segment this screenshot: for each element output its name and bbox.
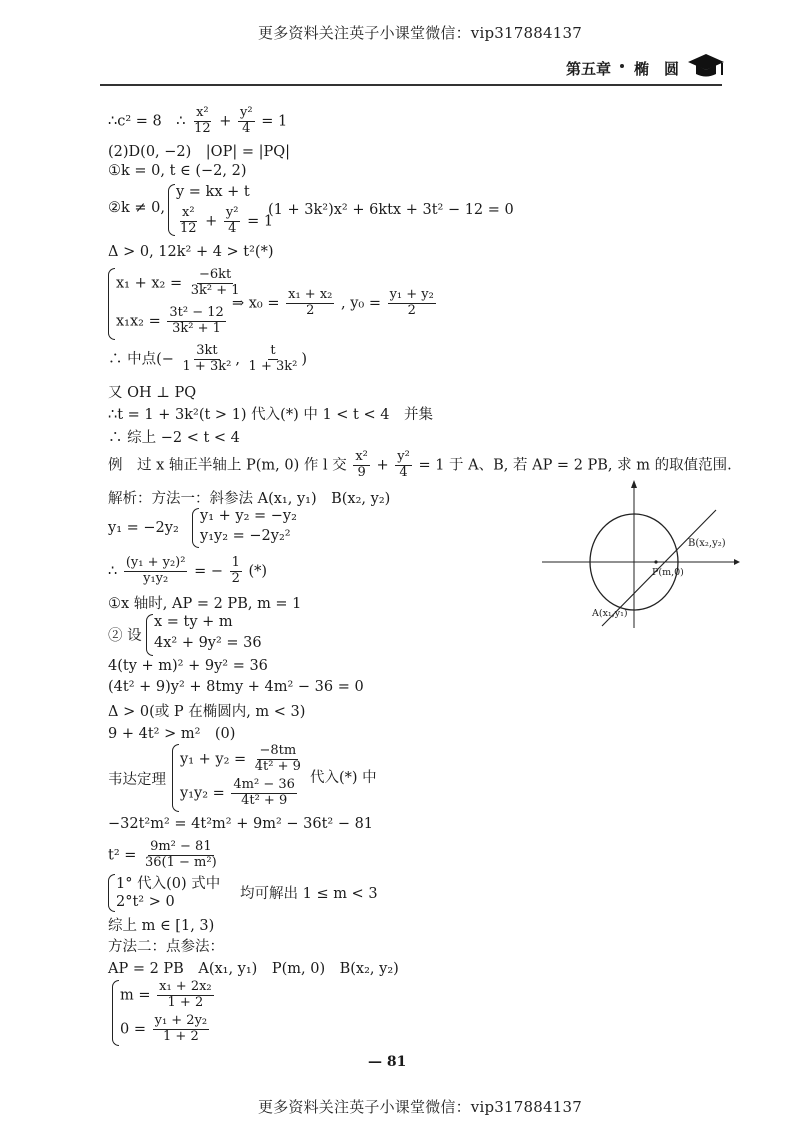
watermark-top: 更多资料关注英子小课堂微信：vip317884137 (258, 24, 582, 42)
system-brace (108, 874, 115, 912)
system-brace (108, 268, 115, 340)
header-rule (100, 84, 722, 86)
solution-line-13-sys1: 1° 代入(0) 式中 (116, 876, 221, 892)
page-number: — 81 (368, 1054, 407, 1070)
line-6-c: ⇒ x₀ = $\frac{\text{x₁ + x₂}}{2}$ , y₀ = $\frac{\text{y₁ + y₂}}{2}$ (232, 287, 434, 318)
solution-line-10-sys1: y₁ + y₂ = $\frac{-8tm}{\text{4t² + 9}}$ (180, 743, 301, 774)
solution-line-10-label: 韦达定理 (108, 772, 166, 788)
solution-line-10-post: 代入(*) 中 (310, 770, 377, 786)
line-4-eq: (1 + 3k²)x² + 6ktx + 3t² − 12 = 0 (268, 202, 514, 218)
line-6-a: x₁ + x₂ = $\frac{-6kt}{\text{3k² + 1}}$ (116, 267, 240, 298)
solution-line-9: 9 + 4t² > m² (0) (108, 726, 236, 742)
example-statement: 例 过 x 轴正半轴上 P(m, 0) 作 l 交 $\frac{\text{x²}}{9}$ + $\frac{\text{y²}}{4}$ = 1 于 A、B, 若 AP = 2 PB, 求 m 的取值范围. (108, 449, 732, 480)
solution-line-4: ①x 轴时, AP = 2 PB, m = 1 (108, 596, 302, 612)
point-p (654, 560, 657, 563)
x-axis-arrow (734, 559, 740, 565)
system-brace (168, 184, 175, 236)
line-4-label: ②k ≠ 0, (108, 200, 165, 216)
label-p: P(m,0) (652, 567, 684, 578)
system-brace (192, 508, 199, 548)
solution-line-10-sys2: y₁y₂ = $\frac{\text{4m² − 36}}{\text{4t² + 9}}$ (180, 777, 295, 808)
label-b: B(x₂,y₂) (688, 538, 726, 549)
watermark-bottom: 更多资料关注英子小课堂微信：vip317884137 (258, 1098, 582, 1116)
line-4-sys1: y = kx + t (176, 184, 250, 200)
system-brace (146, 614, 153, 656)
line-1: ∴c² = 8 ∴ $\frac{\text{x²}}{12}$ + $\frac{\text{y²}}{4}$ = 1 (108, 105, 288, 136)
label-a: A(x₁,y₁) (592, 608, 628, 619)
chapter-label: 第五章 (566, 60, 612, 78)
line-7: ∴ 中点(− $\frac{3kt}{\text{1 + 3k²}}$ , $\frac{t}{\text{1 + 3k²}}$ ) (108, 343, 308, 374)
solution-line-2-sys1: y₁ + y₂ = −y₂ (200, 508, 297, 524)
solution-line-2-sys2: y₁y₂ = −2y₂² (200, 528, 291, 544)
line-5: Δ > 0, 12k² + 4 > t²(*) (108, 244, 274, 260)
chapter-title: 椭 圆 (634, 60, 680, 78)
solution-line-5-sys2: 4x² + 9y² = 36 (154, 635, 262, 651)
solution-line-17-b: 0 = $\frac{\text{y₁ + 2y₂}}{1 + 2}$ (120, 1013, 208, 1044)
solution-line-14: 综上 m ∈ [1, 3) (108, 918, 215, 934)
line-4-sys2: $\frac{\text{x²}}{12}$ + $\frac{\text{y²}}{4}$ = 1 (180, 205, 274, 236)
line-10: ∴ 综上 −2 < t < 4 (108, 430, 240, 446)
solution-line-11: −32t²m² = 4t²m² + 9m² − 36t² − 81 (108, 816, 374, 832)
solution-line-13-sys2: 2°t² > 0 (116, 894, 175, 910)
solution-line-2: y₁ = −2y₂ (108, 520, 179, 536)
line-3: ①k = 0, t ∈ (−2, 2) (108, 163, 247, 179)
ellipse-figure (540, 480, 740, 634)
solution-line-5-sys1: x = ty + m (154, 614, 233, 630)
line-2: (2)D(0, −2) |OP| = |PQ| (108, 144, 290, 160)
system-brace (112, 980, 119, 1046)
line-9: ∴t = 1 + 3k²(t > 1) 代入(*) 中 1 < t < 4 并集 (108, 407, 433, 423)
solution-line-6: 4(ty + m)² + 9y² = 36 (108, 658, 268, 674)
solution-line-15: 方法二：点参法： (108, 939, 224, 955)
solution-line-5-label: ② 设 (108, 628, 142, 644)
solution-line-16: AP = 2 PB A(x₁, y₁) P(m, 0) B(x₂, y₂) (108, 961, 399, 977)
header-dot (620, 64, 624, 68)
system-brace (172, 744, 179, 812)
graduation-cap-icon (686, 50, 726, 84)
solution-line-3: ∴ $\frac{\text{(y₁ + y₂)²}}{\text{y₁y₂}}$ = − $\frac{1}{2}$ (*) (108, 555, 268, 586)
solution-line-13-post: 均可解出 1 ≤ m < 3 (240, 886, 378, 902)
solution-line-7: (4t² + 9)y² + 8tmy + 4m² − 36 = 0 (108, 679, 364, 695)
y-axis-arrow (631, 480, 637, 488)
line-6-b: x₁x₂ = $\frac{\text{3t² − 12}}{\text{3k² + 1}}$ (116, 305, 224, 336)
solution-line-17-a: m = $\frac{\text{x₁ + 2x₂}}{1 + 2}$ (120, 979, 212, 1010)
line-8: 又 OH ⊥ PQ (108, 385, 197, 401)
solution-line-12: t² = $\frac{\text{9m² − 81}}{\text{36(1 − m²)}}$ (108, 839, 217, 870)
solution-line-1: 解析：方法一：斜参法 A(x₁, y₁) B(x₂, y₂) (108, 491, 391, 507)
solution-line-8: Δ > 0(或 P 在椭圆内, m < 3) (108, 704, 306, 720)
